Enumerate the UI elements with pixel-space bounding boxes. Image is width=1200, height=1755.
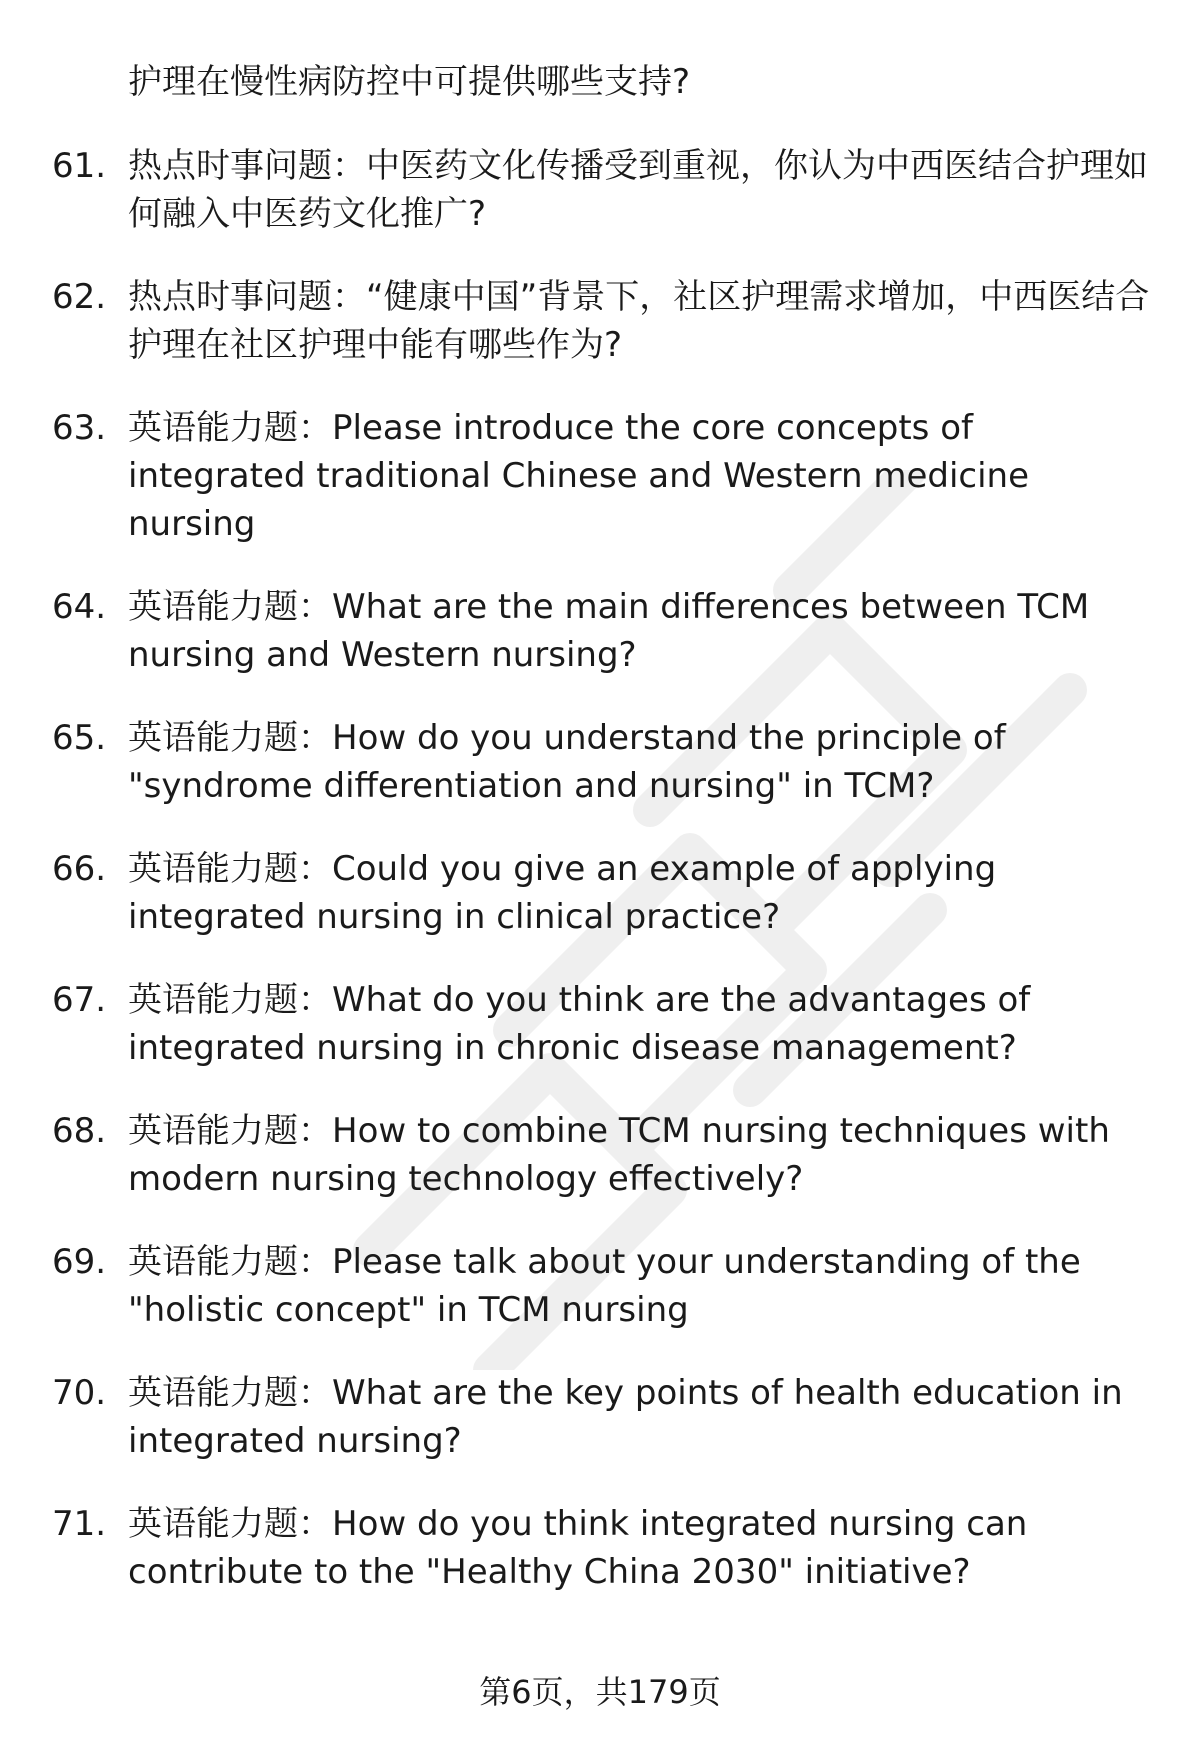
question-text: 英语能力题：Could you give an example of applying integrated nursing in clinical practice? [128, 849, 997, 937]
question-text: 英语能力题：How do you think integrated nursing can contribute to the "Healthy China 2030" initiative? [128, 1504, 1028, 1592]
question-number: 67. [52, 980, 107, 1020]
question-number: 63. [52, 408, 107, 448]
continuation-text: 护理在慢性病防控中可提供哪些支持? [128, 62, 691, 102]
question-text: 英语能力题：What are the key points of health education in integrated nursing? [128, 1373, 1123, 1461]
question-text: 英语能力题：What are the main differences between TCM nursing and Western nursing? [128, 587, 1090, 675]
list-item [0, 714, 1200, 810]
question-text: 热点时事问题：“健康中国”背景下，社区护理需求增加，中西医结合护理在社区护理中能有哪些作为? [128, 277, 1150, 365]
list-item [0, 1238, 1200, 1334]
question-text: 英语能力题：Please talk about your understanding of the "holistic concept" in TCM nursing [128, 1242, 1081, 1330]
list-item [0, 1107, 1200, 1203]
list-item [0, 845, 1200, 941]
list-item [0, 142, 1200, 238]
question-number: 61. [52, 146, 107, 186]
question-text: 英语能力题：How to combine TCM nursing techniques with modern nursing technology effectively? [128, 1111, 1110, 1199]
question-number: 64. [52, 587, 107, 627]
question-number: 71. [52, 1504, 107, 1544]
question-number: 65. [52, 718, 107, 758]
question-text: 英语能力题：How do you understand the principle of "syndrome differentiation and nursing" in TCM? [128, 718, 1006, 806]
question-number: 69. [52, 1242, 107, 1282]
list-item [0, 1500, 1200, 1596]
list-item [0, 1369, 1200, 1465]
list-item [0, 583, 1200, 679]
question-number: 70. [52, 1373, 107, 1413]
list-item [0, 976, 1200, 1072]
question-text: 英语能力题：Please introduce the core concepts of integrated traditional Chinese and Western medicine nursing [128, 408, 1029, 544]
page-footer: 第6页，共179页 [479, 1673, 721, 1711]
list-item [0, 404, 1200, 548]
question-list [0, 142, 1200, 1631]
list-item [0, 273, 1200, 369]
question-text: 英语能力题：What do you think are the advantages of integrated nursing in chronic disease management? [128, 980, 1031, 1068]
question-text: 热点时事问题：中医药文化传播受到重视，你认为中西医结合护理如何融入中医药文化推广? [128, 146, 1148, 234]
question-number: 68. [52, 1111, 107, 1151]
question-number: 62. [52, 277, 107, 317]
question-number: 66. [52, 849, 107, 889]
